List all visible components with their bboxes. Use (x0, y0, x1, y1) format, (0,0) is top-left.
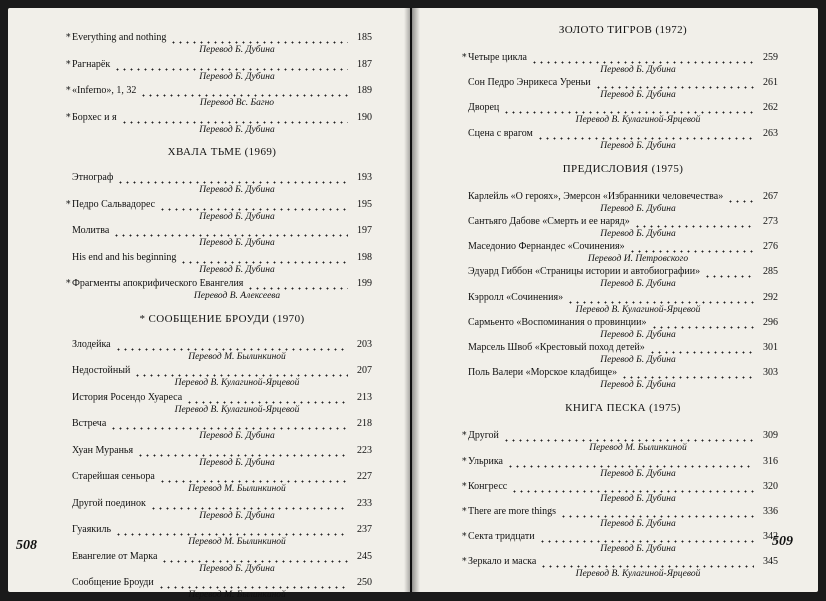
section-heading: КНИГА ПЕСКА (1975) (565, 402, 681, 415)
toc-entry (468, 216, 778, 240)
toc-entry (72, 418, 372, 442)
entry-translator: Перевод Б. Дубина (199, 457, 275, 468)
toc-entry-line (72, 365, 372, 377)
entry-title: Сон Педро Энрикеса Уреньи (468, 77, 591, 89)
entry-title: Встреча (72, 418, 107, 429)
entry-title: Этнограф (72, 172, 114, 183)
entry-page-number: 193 (357, 172, 372, 183)
entry-page-number: 345 (763, 556, 778, 568)
toc-entry (72, 577, 372, 601)
entry-title: Четыре цикла (468, 52, 527, 63)
toc-entry-line (72, 418, 372, 430)
toc-entry-line (72, 112, 372, 124)
dot-leader (507, 456, 754, 468)
dot-leader (540, 556, 754, 568)
entry-page-number: 190 (357, 111, 372, 123)
entry-title: Другой поединок (72, 497, 146, 509)
entry-translator: Перевод Б. Дубина (199, 238, 275, 248)
entry-page-number: 262 (763, 102, 778, 114)
asterisk-marker: * (462, 456, 467, 467)
toc-entry-line (468, 317, 778, 329)
asterisk-marker: * (66, 33, 71, 43)
toc-entry-line (468, 430, 778, 442)
toc-entry (66, 111, 372, 136)
dot-leader (161, 551, 348, 563)
entry-translator: Перевод В. Алексеева (193, 291, 281, 301)
dot-leader (110, 418, 348, 430)
toc-entry-line (72, 172, 372, 184)
toc-entry-line (72, 199, 372, 211)
entry-translator: Перевод Вс. Багно (199, 98, 275, 108)
dot-leader (137, 445, 348, 457)
entry-title: Гуаякиль (72, 524, 112, 535)
entry-translator: Перевод В. Кулагиной-Ярцевой (575, 569, 701, 580)
asterisk-marker: * (66, 199, 71, 210)
dot-leader (159, 471, 348, 483)
entry-title: Карлейль «О героях», Эмерсон «Избранники человечества» (468, 190, 724, 202)
entry-title: Фрагменты апокрифического Евангелия (72, 278, 244, 289)
asterisk-marker: * (462, 532, 467, 543)
entry-translator: Перевод М. Былинкиной (188, 537, 286, 547)
entry-translator: Перевод Б. Дубина (600, 468, 676, 479)
dot-leader (727, 191, 754, 203)
toc-entry (462, 531, 778, 555)
entry-translator: Перевод Б. Дубина (199, 431, 275, 441)
dot-leader (134, 365, 348, 377)
toc-entry-line (72, 252, 372, 264)
entry-translator: Перевод Б. Дубина (600, 203, 676, 214)
toc-entry-line (468, 456, 778, 468)
entry-title: Евангелие от Марка (72, 550, 158, 562)
toc-entry-line (468, 216, 778, 228)
toc-entry-line (72, 551, 372, 563)
toc-entry-line (468, 531, 778, 543)
entry-page-number: 233 (357, 497, 372, 509)
entry-page-number: 301 (763, 342, 778, 353)
toc-entry (72, 339, 372, 363)
dot-leader (634, 216, 754, 228)
entry-translator: Перевод М. Былинкиной (188, 484, 286, 494)
toc-entry-line (468, 102, 778, 114)
asterisk-marker: * (66, 86, 71, 96)
entry-page-number: 316 (763, 455, 778, 467)
toc-entry (462, 430, 778, 454)
entry-translator: Перевод Б. Дубина (600, 140, 676, 151)
toc-entry-line (72, 32, 372, 44)
entry-title: Другой (468, 430, 499, 442)
entry-title: Поль Валери «Морское кладбище» (468, 367, 618, 379)
entry-page-number: 336 (763, 506, 778, 517)
dot-leader (170, 32, 348, 44)
entry-title: Кэрролл «Сочинения» (468, 291, 564, 303)
entry-title: Хуан Муранья (72, 444, 134, 456)
toc-entry (72, 365, 372, 389)
entry-translator: Перевод Б. Дубина (600, 519, 676, 529)
entry-translator: Перевод Б. Дубина (199, 510, 275, 521)
entry-title: Старейшая сеньора (72, 471, 155, 482)
entry-title: Марсель Швоб «Крестовый поход детей» (468, 342, 645, 353)
toc-entry (462, 506, 778, 530)
toc-entry (72, 392, 372, 416)
left-page-number: 508 (16, 538, 37, 553)
toc-entry (468, 241, 778, 265)
entry-title: Рагнарёк (72, 58, 111, 70)
entry-translator: Перевод Б. Дубина (199, 185, 275, 195)
entry-page-number: 199 (357, 278, 372, 289)
entry-translator: Перевод В. Кулагиной-Ярцевой (575, 115, 701, 126)
entry-translator: Перевод Б. Дубина (600, 90, 676, 101)
entry-title: Злодейка (72, 338, 111, 350)
toc-entry-line (72, 278, 372, 290)
asterisk-marker: * (66, 59, 71, 70)
toc-entry (66, 85, 372, 109)
toc-entry (72, 172, 372, 196)
toc-entry (72, 445, 372, 469)
entry-page-number: 263 (763, 127, 778, 139)
entry-page-number: 309 (763, 430, 778, 442)
dot-leader (117, 172, 348, 184)
entry-title: His end and his beginning (72, 251, 177, 263)
entry-title: Зеркало и маска (468, 556, 537, 568)
entry-title: Маседонио Фернандес «Сочинения» (468, 241, 625, 253)
toc-entry (66, 278, 372, 302)
asterisk-marker: * (462, 481, 467, 492)
entry-translator: Перевод Б. Дубина (199, 71, 275, 82)
dot-leader (704, 266, 754, 278)
entry-title: Педро Сальвадорес (72, 198, 156, 210)
toc-entry (462, 480, 778, 505)
dot-leader (511, 481, 754, 493)
toc-entry-line (468, 77, 778, 89)
entry-translator: Перевод Б. Дубина (600, 329, 676, 340)
entry-title: Everything and nothing (72, 32, 167, 43)
entry-page-number: 259 (763, 52, 778, 63)
entry-page-number: 198 (357, 251, 372, 263)
entry-translator: Перевод В. Кулагиной-Ярцевой (174, 404, 300, 415)
entry-page-number: 187 (357, 58, 372, 70)
entry-page-number: 218 (357, 418, 372, 429)
entry-page-number: 189 (357, 85, 372, 96)
dot-leader (621, 367, 754, 379)
section-heading: ХВАЛА ТЬМЕ (1969) (167, 146, 277, 158)
toc-entry (468, 191, 778, 215)
entry-translator: Перевод Б. Дубина (199, 45, 275, 55)
dot-leader (567, 292, 754, 304)
dot-leader (115, 524, 348, 536)
toc-entry-line (468, 241, 778, 253)
dot-leader (503, 430, 754, 442)
entry-page-number: 267 (763, 190, 778, 202)
entry-translator: Перевод Б. Дубина (600, 380, 676, 391)
entry-page-number: 276 (763, 241, 778, 253)
dot-leader (560, 506, 754, 518)
entry-page-number: 227 (357, 471, 372, 482)
toc-entry (72, 551, 372, 575)
right-page (412, 8, 818, 592)
toc-entry (468, 266, 778, 290)
entry-page-number: 342 (763, 531, 778, 543)
dot-leader (114, 59, 348, 71)
entry-title: Сообщение Броуди (72, 577, 154, 588)
toc-entry (66, 58, 372, 83)
entry-translator: Перевод М. Былинкиной (589, 443, 687, 454)
toc-entry (72, 252, 372, 276)
toc-entry (72, 471, 372, 495)
toc-entry-line (468, 292, 778, 304)
toc-entry (468, 367, 778, 391)
toc-entry-line (72, 59, 372, 71)
entry-page-number: 285 (763, 266, 778, 278)
entry-translator: Перевод В. Кулагиной-Ярцевой (174, 378, 300, 388)
dot-leader (121, 112, 348, 124)
toc-entry (468, 102, 778, 126)
toc-entry-line (72, 471, 372, 483)
dot-leader (140, 85, 348, 97)
entry-translator: Перевод Б. Дубина (600, 355, 676, 365)
entry-translator: Перевод Б. Дубина (199, 124, 275, 135)
entry-page-number: 250 (357, 577, 372, 588)
toc-entry-line (72, 445, 372, 457)
entry-translator: Перевод Б. Дубина (600, 279, 676, 290)
dot-leader (115, 339, 348, 351)
entry-translator: Перевод Б. Дубина (600, 493, 676, 504)
section-heading: ПРЕДИСЛОВИЯ (1975) (562, 162, 684, 175)
toc-entry (72, 498, 372, 522)
toc-entry (468, 342, 778, 366)
toc-entry (462, 556, 778, 580)
entry-title: Секта тридцати (468, 531, 535, 543)
toc-entry (66, 198, 372, 223)
asterisk-marker: * (66, 279, 71, 289)
dot-leader (113, 225, 348, 237)
section-heading: ЗОЛОТО ТИГРОВ (1972) (558, 24, 688, 36)
entry-page-number: 273 (763, 216, 778, 227)
entry-page-number: 320 (763, 480, 778, 492)
entry-translator: Перевод И. Петровского (587, 254, 689, 265)
dot-leader (539, 531, 754, 543)
toc-entry-line (72, 524, 372, 536)
entry-page-number: 195 (357, 198, 372, 210)
dot-leader (159, 199, 348, 211)
dot-leader (158, 577, 348, 589)
dot-leader (531, 52, 754, 64)
asterisk-marker: * (462, 507, 467, 517)
entry-title: Сармьенто «Воспоминания о провинции» (468, 316, 647, 328)
toc-entry-line (72, 85, 372, 97)
dot-leader (180, 252, 348, 264)
toc-entry (468, 317, 778, 341)
entry-translator: Перевод Б. Дубина (600, 544, 676, 555)
toc-entry (72, 225, 372, 249)
entry-title: Ульрика (468, 455, 503, 467)
asterisk-marker: * (462, 431, 467, 442)
asterisk-marker: * (66, 112, 71, 123)
entry-page-number: 213 (357, 391, 372, 403)
toc-entry (468, 292, 778, 316)
toc-entry-line (72, 498, 372, 510)
entry-page-number: 245 (357, 550, 372, 562)
entry-page-number: 207 (357, 365, 372, 376)
entry-title: Эдуард Гиббон «Страницы истории и автобиографии» (468, 266, 701, 278)
toc-entry-line (72, 225, 372, 237)
toc-entry-line (72, 339, 372, 351)
toc-entry (468, 128, 778, 152)
entry-translator: Перевод Б. Дубина (600, 229, 676, 239)
toc-entry (462, 52, 778, 76)
dot-leader (629, 241, 754, 253)
toc-entry-line (468, 506, 778, 518)
dot-leader (150, 498, 348, 510)
entry-title: Конгресс (468, 480, 508, 492)
entry-page-number: 185 (357, 32, 372, 43)
entry-title: Молитва (72, 225, 110, 236)
dot-leader (247, 278, 348, 290)
dot-leader (651, 317, 755, 329)
entry-translator: Перевод Б. Дубина (199, 264, 275, 275)
dot-leader (649, 342, 754, 354)
entry-translator: Перевод В. Кулагиной-Ярцевой (575, 304, 701, 315)
toc-entry-line (468, 342, 778, 354)
toc-entry (72, 524, 372, 548)
toc-entry-line (468, 128, 778, 140)
dot-leader (537, 128, 754, 140)
toc-entry-line (468, 191, 778, 203)
toc-entry-line (468, 367, 778, 379)
entry-page-number: 203 (357, 338, 372, 350)
entry-title: Борхес и я (72, 111, 117, 123)
toc-entry (66, 32, 372, 56)
entry-page-number: 296 (763, 316, 778, 328)
entry-translator: Перевод Б. Дубина (600, 65, 676, 75)
entry-page-number: 237 (357, 524, 372, 535)
entry-title: Сцена с врагом (468, 127, 533, 139)
toc-entry-line (468, 266, 778, 278)
entry-page-number: 261 (763, 77, 778, 89)
dot-leader (186, 392, 348, 404)
toc-entry-line (468, 481, 778, 493)
entry-translator: Перевод Б. Дубина (199, 211, 275, 222)
entry-title: «Inferno», 1, 32 (72, 85, 137, 96)
entry-title: Недостойный (72, 365, 131, 376)
entry-title: История Росендо Хуареса (72, 391, 183, 403)
asterisk-marker: * (462, 53, 467, 63)
section-heading: * СООБЩЕНИЕ БРОУДИ (1970) (139, 312, 305, 325)
toc-entry-line (72, 392, 372, 404)
toc-entry-line (468, 52, 778, 64)
entry-title: Дворец (468, 102, 500, 114)
toc-entry (468, 77, 778, 101)
entry-page-number: 292 (763, 291, 778, 303)
asterisk-marker: * (462, 557, 467, 568)
entry-title: There are more things (468, 506, 557, 517)
entry-translator: Перевод М. Былинкиной (188, 590, 286, 600)
dot-leader (503, 102, 754, 114)
entry-page-number: 223 (357, 444, 372, 456)
toc-entry-line (72, 577, 372, 589)
right-page-number: 509 (772, 534, 793, 549)
left-page (8, 8, 410, 600)
entry-translator: Перевод М. Былинкиной (188, 351, 286, 362)
entry-title: Сантьяго Дабове «Смерть и ее наряд» (468, 216, 630, 227)
entry-page-number: 303 (763, 367, 778, 379)
dot-leader (595, 77, 754, 89)
toc-entry-line (468, 556, 778, 568)
entry-translator: Перевод Б. Дубина (199, 563, 275, 574)
entry-page-number: 197 (357, 225, 372, 236)
toc-entry (462, 455, 778, 480)
